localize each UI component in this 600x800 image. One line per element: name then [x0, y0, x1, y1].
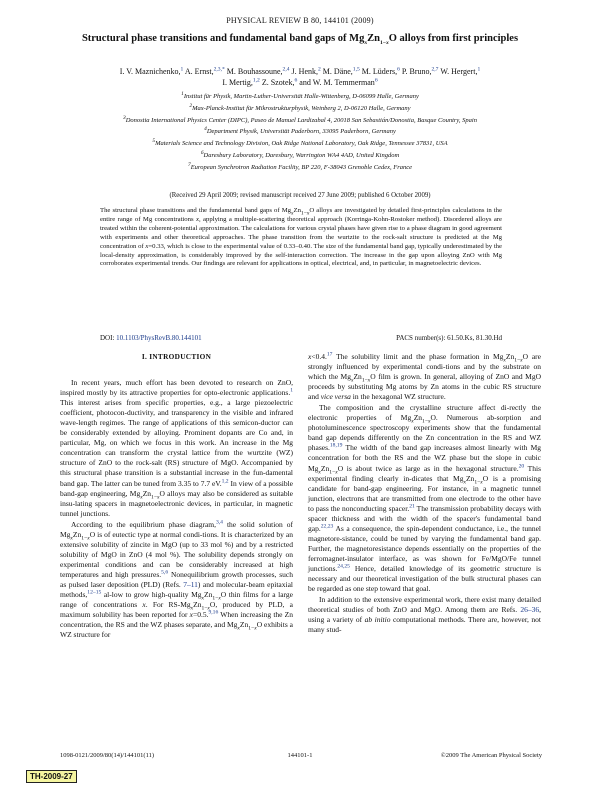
author-list: [40, 66, 560, 88]
affiliations: [20, 90, 580, 172]
paragraph: In recent years, much effort has been devoted to research on ZnO, inspired mostly by its attractive properties for opto-electronic applications.$^1$ This interest arises from specific properties, e.g., a large piezoelectric coefficient, photocon-ductivity, and transparency in the visible and infrared wave-length regimes. The range of applications of this semicon-ductor can be considerably extended by alloying. Prominent dopants are Co and, in particular, Mg, on which we focus in this work. An increase in the Mg concentration can transform the crystal lattice from the wurtzite (WZ) structure of ZnO to the rock-salt (RS) structure of MgO. Accompanied by this structural phase transition is a substantial increase in the fun-damental band gap. The latter can be tuned from 3.35 to 7.7 eV.$^{1,2}$ In view of a possible band-gap engineering, $Mg_xZn_{1-x}O$ alloys may also be considered as suitable insu-lating spacers in magnetoelectronic devices, in particular, in magnetic tunnel junctions.: [60, 378, 294, 518]
archive-stamp: TH-2009-27: [26, 770, 77, 783]
footer-page-number: 144101-1: [287, 752, 313, 759]
affiliation: $^6$Daresbury Laboratory, Daresbury, Warrington WA4 4AD, United Kingdom: [200, 149, 400, 159]
paragraph: In addition to the extensive experimental work, there exist many detailed theoretical studies of both ZnO and MgO. Among them are Refs. 26–36, using a variety of ab initio computational methods. There are, however, not many stud-: [308, 595, 542, 635]
paragraph: x<0.4.17 The solubility limit and the phase formation in $Mg_xZn_{1-x}O$ are strongly influenced by experimental condi-tions and by the substrate on which the $Mg_xZn_{1-x}O$ film is grown. In general, alloying of ZnO and MgO proceeds by substituting Mg atoms by Zn atoms in the cubic RS structure and vice versa in the hexagonal WZ structure.: [308, 351, 541, 402]
affiliation: $^3$Donostia International Physics Center (DIPC), Paseo de Manuel Lardizabal 4, 20018 San Sebastián/Donostia, Basque Country, Spain: [123, 114, 477, 124]
authors-line-1: I. V. Maznichenko,$^1$ A. Ernst,$^{2,3,*}$ M. Bouhassoune,$^{2,4}$ J. Henk,$^2$ M. Däne,$^{1,5}$ M. Lüders,$^6$ P. Bruno,$^{2,7}$ W. Hergert,$^1$: [119, 66, 481, 76]
doi-link[interactable]: 10.1103/PhysRevB.80.144101: [116, 334, 202, 342]
pacs-numbers: PACS number(s): 61.50.Ks, 81.30.Hd: [396, 334, 502, 342]
section-heading: I. INTRODUCTION: [141, 352, 212, 361]
affiliation: $^7$European Synchrotron Radiation Facility, BP 220, F-38043 Grenoble Cedex, France: [187, 161, 413, 171]
affiliation: $^5$Materials Science and Technology Division, Oak Ridge National Laboratory, Oak Ridge, Tennessee 37831, USA: [152, 138, 448, 148]
affiliation: $^1$Institut für Physik, Martin-Luther-Universität Halle-Wittenberg, D-06099 Halle, Germany: [181, 91, 419, 101]
paragraph: The composition and the crystalline structure affect di-rectly the electronic properties of $Mg_xZn_{1-x}O$. Numerous ab-sorption and photoluminescence spectroscopy experiments show that the fundamental band gap depends differently on the Zn concentration in the RS and WZ phases.$^{18,19}$ The width of the band gap increases almost linearly with Mg concentration for both the RS and the WZ phase but the slope in cubic $Mg_xZn_{1-x}O$ is about twice as large as in the hexagonal structure.$^{20}$ This experimental finding clearly in-dicates that $Mg_xZn_{1-x}O$ is a promising candidate for band-gap engineering. For instance, in a magnetic tunnel junction, electrons that are transmitted from one electrode to the other have to pass the nonconducting spacer.$^{21}$ The transmission probability decays with spacer thickness and with the width of the spacer's fundamental band gap.$^{22,23}$ As a consequence, the spin-dependent conductance, i.e., the tunnel magnetore-sistance, could be tuned by varying the fundamental band gap. Further, the magnetoresistance depends essentially on the properties of the ferromagnet-insulator interface, as was shown for Fe/MgO/Fe tunnel junctions.$^{24,25}$ Hence, detailed knowledge of its geometric structure is necessary and our theoretical investigation of the bulk structural phases can be regarded as one step toward that goal.: [308, 403, 542, 594]
received-dates: (Received 29 April 2009; revised manuscript received 27 June 2009; published 6 October 2009): [169, 192, 431, 199]
right-column: [308, 352, 541, 635]
footer-copyright: ©2009 The American Physical Society: [440, 752, 542, 759]
paragraph: According to the equilibrium phase diagram,$^{3,4}$ the solid solution of $Mg_xZn_{1-x}O$ is of eutectic type at normal condi-tions. It is characterized by an extensive solubility of zincite in MgO (up to 33 mol %) and by a restricted solubility of MgO in ZnO (4 mol %). The solubility depends strongly on experimental conditions and can be considerably increased at high temperatures and high pressures.$^{5,6}$ Nonequilibrium growth processes, such as pulsed laser deposition (PLD) (Refs. 7–11) and molecular-beam epitaxial methods,$^{12-15}$ al-low to grow high-quality $Mg_xZn_{1-x}O$ thin films for a large range of concentrations x. For $RS-Mg_xZn_{1-x}O$, produced by PLD, a maximum solubility has been reported for x=0.5.$^{9,16}$ When increasing the Zn concentration, the RS and the WZ phases separate, and $Mg_xZn_{1-x}O$ exhibits a WZ structure for: [60, 519, 293, 640]
left-column: [60, 350, 293, 640]
doi-label: DOI:: [100, 334, 115, 342]
journal-header: PHYSICAL REVIEW B 80, 144101 (2009): [226, 16, 374, 25]
paper-title: Structural phase transitions and fundamental band gaps of $Mg_xZn_{1-x}O$ alloys from first principles: [81, 33, 519, 47]
affiliation: $^2$Max-Planck-Institut für Mikrostrukturphysik, Weinberg 2, D-06120 Halle, Germany: [189, 102, 411, 112]
authors-line-2: I. Mertig,$^{1,2}$ Z. Szotek,$^6$ and W. M. Temmerman$^6$: [222, 77, 378, 87]
affiliation: $^4$Department Physik, Universität Paderborn, 33095 Paderborn, Germany: [204, 126, 396, 136]
doi: [100, 334, 202, 342]
abstract: The structural phase transitions and the fundamental band gaps of $Mg_xZn_{1-x}O$ alloys are investigated by detailed first-principles calculations in the entire range of Mg concentrations x, applying a multiple-scattering theoretical approach (Korringa-Kohn-Rostoker method). Disordered alloys are treated within the coherent-potential approximation. The calculations for various crystal phases have given rise to a phase diagram in good agreement with experiments and other theoretical approaches. The phase transition from the wurtzite to the rock-salt structure is predicted at the Mg concentration of x=0.33, which is close to the experimental value of 0.33–0.40. The size of the fundamental band gap, typically underestimated by the local-density approximation, is considerably improved by the self-interaction correction. The increase in the gap upon alloying ZnO with Mg corroborates experimental trends. Our findings are relevant for applications in optical, electrical, and, in particular, in magnetoelectric devices.: [100, 207, 503, 268]
footer-issn: 1098-0121/2009/80(14)/144101(11): [60, 752, 154, 759]
